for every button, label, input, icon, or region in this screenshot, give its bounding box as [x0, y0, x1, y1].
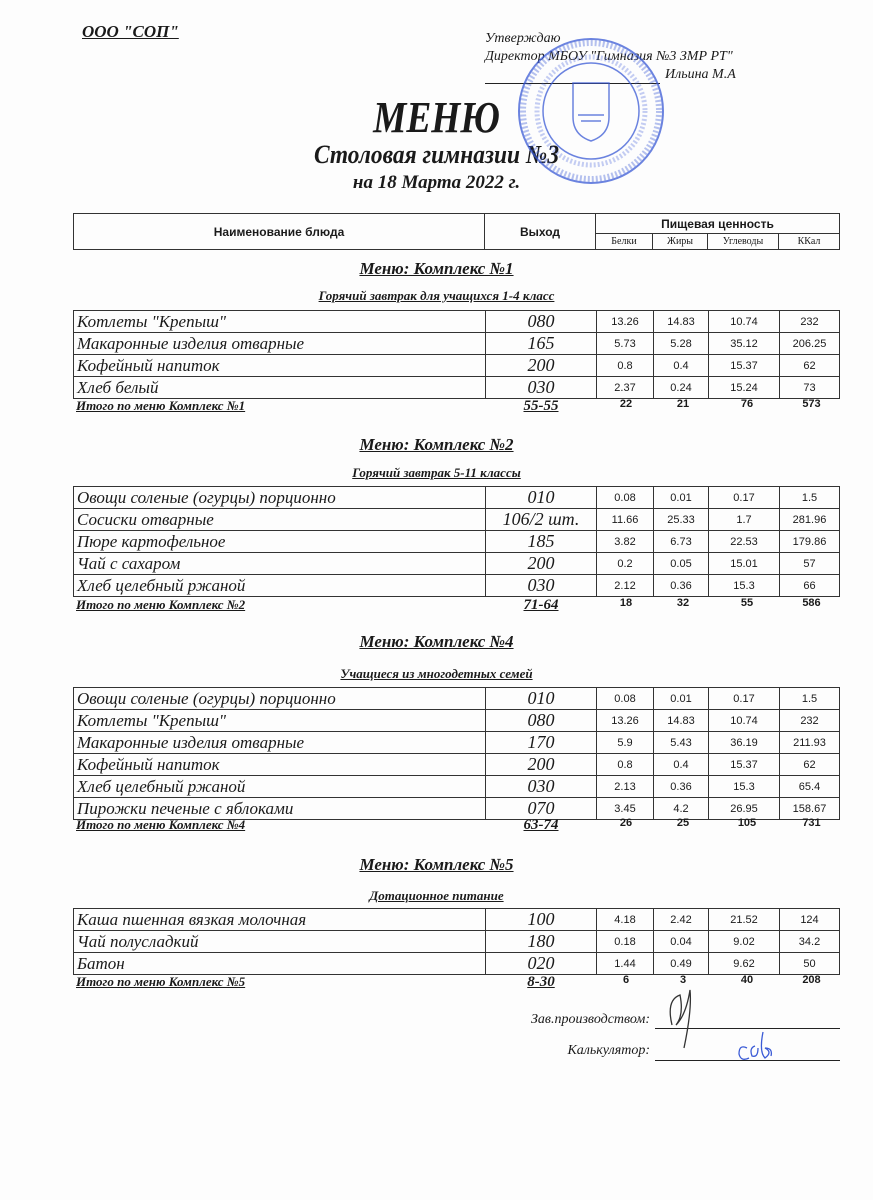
total-fat: 21 [676, 398, 690, 410]
dish-kcal: 34.2 [780, 931, 840, 953]
production-head-label: Зав.производством: [530, 1012, 650, 1027]
column-header-fat: Жиры [653, 234, 708, 250]
calculator-label: Калькулятор: [567, 1043, 650, 1058]
dish-carbs: 15.3 [709, 575, 780, 597]
total-protein: 6 [622, 974, 630, 986]
dish-fat: 0.05 [654, 553, 709, 575]
dish-protein: 13.26 [597, 311, 654, 333]
dish-output: 010 [486, 688, 597, 710]
dish-protein: 0.18 [597, 931, 654, 953]
dish-carbs: 0.17 [709, 688, 780, 710]
total-carbs: 55 [740, 597, 754, 609]
total-carbs: 40 [740, 974, 754, 986]
table-header [73, 213, 840, 250]
dish-protein: 0.08 [597, 688, 654, 710]
dish-carbs: 35.12 [709, 333, 780, 355]
dish-fat: 5.43 [654, 732, 709, 754]
dish-protein: 2.13 [597, 776, 654, 798]
section-title [0, 855, 873, 875]
dish-fat: 0.36 [654, 575, 709, 597]
dish-output: 020 [486, 953, 597, 975]
table-row [74, 487, 840, 509]
table-row [74, 377, 840, 399]
dish-kcal: 158.67 [780, 798, 840, 820]
dish-protein: 0.2 [597, 553, 654, 575]
dish-fat: 0.01 [654, 487, 709, 509]
dish-kcal: 232 [780, 710, 840, 732]
section-title-text: Меню: Комплекс №5 [359, 855, 514, 874]
table-row [74, 909, 840, 931]
dish-carbs: 22.53 [709, 531, 780, 553]
dish-output: 030 [486, 575, 597, 597]
section-table [73, 310, 840, 399]
dish-kcal: 179.86 [780, 531, 840, 553]
section-total-row [73, 817, 840, 835]
total-fat: 32 [676, 597, 690, 609]
menu-date: на 18 Марта 2022 г. [352, 172, 521, 193]
dish-kcal: 281.96 [780, 509, 840, 531]
dish-name: Хлеб целебный ржаной [74, 776, 486, 798]
dish-name: Чай полусладкий [74, 931, 486, 953]
dish-fat: 14.83 [654, 710, 709, 732]
total-label: Итого по меню Комплекс №4 [76, 817, 246, 832]
dish-output: 030 [486, 377, 597, 399]
dish-kcal: 62 [780, 355, 840, 377]
dish-fat: 0.49 [654, 953, 709, 975]
dish-fat: 6.73 [654, 531, 709, 553]
section-subtitle-text: Горячий завтрак для учащихся 1-4 класс [318, 288, 555, 303]
dish-fat: 0.24 [654, 377, 709, 399]
dish-name: Хлеб целебный ржаной [74, 575, 486, 597]
dish-carbs: 9.62 [709, 953, 780, 975]
total-protein: 26 [619, 817, 633, 829]
dish-output: 200 [486, 355, 597, 377]
total-carbs: 76 [740, 398, 754, 410]
table-row [74, 509, 840, 531]
dish-name: Овощи соленые (огурцы) порционно [74, 688, 486, 710]
total-carbs: 105 [737, 817, 757, 829]
column-header-kcal: ККал [779, 234, 840, 250]
section-total-row [73, 398, 840, 416]
table-row [74, 776, 840, 798]
dish-protein: 1.44 [597, 953, 654, 975]
dish-carbs: 10.74 [709, 710, 780, 732]
dish-protein: 5.9 [597, 732, 654, 754]
section-subtitle-text: Учащиеся из многодетных семей [340, 666, 533, 681]
total-price: 8-30 [527, 974, 555, 990]
dish-output: 100 [486, 909, 597, 931]
column-header-nutrition: Пищевая ценность [596, 214, 840, 234]
table-row [74, 732, 840, 754]
table-row [74, 931, 840, 953]
dish-name: Хлеб белый [74, 377, 486, 399]
dish-fat: 0.04 [654, 931, 709, 953]
dish-output: 200 [486, 754, 597, 776]
dish-fat: 2.42 [654, 909, 709, 931]
dish-carbs: 36.19 [709, 732, 780, 754]
dish-name: Пирожки печеные с яблоками [74, 798, 486, 820]
dish-kcal: 124 [780, 909, 840, 931]
dish-kcal: 66 [780, 575, 840, 597]
dish-name: Батон [74, 953, 486, 975]
dish-name: Котлеты "Крепыш" [74, 311, 486, 333]
section-subtitle-text: Горячий завтрак 5-11 классы [352, 465, 521, 480]
dish-kcal: 65.4 [780, 776, 840, 798]
dish-protein: 3.45 [597, 798, 654, 820]
column-header-protein: Белки [596, 234, 653, 250]
total-kcal: 573 [802, 398, 821, 410]
dish-name: Котлеты "Крепыш" [74, 710, 486, 732]
section-table [73, 908, 840, 975]
dish-output: 030 [486, 776, 597, 798]
dish-carbs: 9.02 [709, 931, 780, 953]
table-row [74, 754, 840, 776]
dish-output: 165 [486, 333, 597, 355]
dish-kcal: 62 [780, 754, 840, 776]
section-subtitle [0, 288, 873, 304]
dish-name: Кофейный напиток [74, 754, 486, 776]
approval-label: Утверждаю [485, 31, 561, 46]
dish-protein: 2.12 [597, 575, 654, 597]
calculator-signature [735, 1030, 785, 1065]
dish-kcal: 57 [780, 553, 840, 575]
dish-carbs: 15.37 [709, 355, 780, 377]
page-title: МЕНЮ [373, 93, 500, 142]
total-protein: 18 [619, 597, 633, 609]
dish-kcal: 73 [780, 377, 840, 399]
section-title-text: Меню: Комплекс №1 [359, 259, 514, 278]
dish-output: 010 [486, 487, 597, 509]
section-subtitle [0, 465, 873, 481]
section-total-row [73, 597, 840, 615]
dish-kcal: 232 [780, 311, 840, 333]
dish-output: 180 [486, 931, 597, 953]
total-fat: 3 [679, 974, 687, 986]
column-header-carbs: Углеводы [708, 234, 779, 250]
dish-kcal: 50 [780, 953, 840, 975]
section-subtitle [0, 666, 873, 682]
dish-output: 170 [486, 732, 597, 754]
dish-name: Макаронные изделия отварные [74, 732, 486, 754]
total-label: Итого по меню Комплекс №1 [76, 398, 246, 413]
total-kcal: 586 [802, 597, 821, 609]
dish-protein: 0.8 [597, 754, 654, 776]
dish-kcal: 1.5 [780, 487, 840, 509]
dish-name: Макаронные изделия отварные [74, 333, 486, 355]
table-row [74, 953, 840, 975]
dish-protein: 13.26 [597, 710, 654, 732]
dish-protein: 3.82 [597, 531, 654, 553]
production-head-signature [660, 985, 710, 1055]
total-price: 55-55 [523, 398, 559, 414]
dish-name: Чай с сахаром [74, 553, 486, 575]
dish-protein: 2.37 [597, 377, 654, 399]
dish-output: 200 [486, 553, 597, 575]
dish-output: 070 [486, 798, 597, 820]
page-subtitle: Столовая гимназии №3 [313, 140, 560, 169]
table-row [74, 333, 840, 355]
dish-carbs: 15.01 [709, 553, 780, 575]
dish-fat: 25.33 [654, 509, 709, 531]
table-row [74, 355, 840, 377]
total-label: Итого по меню Комплекс №5 [76, 974, 246, 989]
section-subtitle [0, 888, 873, 904]
section-title [0, 632, 873, 652]
section-title-text: Меню: Комплекс №2 [359, 435, 514, 454]
dish-fat: 0.36 [654, 776, 709, 798]
dish-carbs: 15.24 [709, 377, 780, 399]
dish-kcal: 1.5 [780, 688, 840, 710]
dish-fat: 0.4 [654, 355, 709, 377]
section-total-row [73, 974, 840, 992]
dish-fat: 0.01 [654, 688, 709, 710]
dish-carbs: 15.37 [709, 754, 780, 776]
dish-fat: 5.28 [654, 333, 709, 355]
official-stamp-icon [515, 35, 667, 187]
section-subtitle-text: Дотационное питание [369, 888, 504, 903]
section-title [0, 259, 873, 279]
dish-carbs: 15.3 [709, 776, 780, 798]
table-row [74, 710, 840, 732]
dish-output: 080 [486, 311, 597, 333]
dish-protein: 5.73 [597, 333, 654, 355]
dish-carbs: 0.17 [709, 487, 780, 509]
dish-output: 106/2 шт. [486, 509, 597, 531]
dish-carbs: 26.95 [709, 798, 780, 820]
dish-fat: 0.4 [654, 754, 709, 776]
dish-carbs: 1.7 [709, 509, 780, 531]
dish-protein: 0.8 [597, 355, 654, 377]
section-table [73, 486, 840, 597]
total-label: Итого по меню Комплекс №2 [76, 597, 246, 612]
dish-fat: 14.83 [654, 311, 709, 333]
column-header-output: Выход [485, 214, 596, 250]
dish-fat: 4.2 [654, 798, 709, 820]
section-title-text: Меню: Комплекс №4 [359, 632, 514, 651]
total-protein: 22 [619, 398, 633, 410]
table-row [74, 553, 840, 575]
dish-protein: 11.66 [597, 509, 654, 531]
dish-protein: 4.18 [597, 909, 654, 931]
total-price: 71-64 [523, 597, 559, 613]
section-table [73, 687, 840, 820]
dish-protein: 0.08 [597, 487, 654, 509]
table-row [74, 311, 840, 333]
table-row [74, 575, 840, 597]
dish-name: Кофейный напиток [74, 355, 486, 377]
total-fat: 25 [676, 817, 690, 829]
total-price: 63-74 [523, 817, 559, 833]
section-title [0, 435, 873, 455]
dish-name: Каша пшенная вязкая молочная [74, 909, 486, 931]
column-header-dish: Наименование блюда [74, 214, 485, 250]
dish-carbs: 21.52 [709, 909, 780, 931]
dish-kcal: 211.93 [780, 732, 840, 754]
approval-name: Ильина М.А [665, 67, 736, 82]
dish-kcal: 206.25 [780, 333, 840, 355]
dish-output: 080 [486, 710, 597, 732]
dish-name: Овощи соленые (огурцы) порционно [74, 487, 486, 509]
dish-carbs: 10.74 [709, 311, 780, 333]
table-row [74, 688, 840, 710]
dish-name: Пюре картофельное [74, 531, 486, 553]
organization-name: ООО "СОП" [82, 22, 179, 41]
approval-position: Директор МБОУ "Гимназия №3 ЗМР РТ" [485, 49, 733, 64]
total-kcal: 731 [802, 817, 821, 829]
dish-output: 185 [486, 531, 597, 553]
dish-name: Сосиски отварные [74, 509, 486, 531]
table-row [74, 531, 840, 553]
total-kcal: 208 [802, 974, 821, 986]
